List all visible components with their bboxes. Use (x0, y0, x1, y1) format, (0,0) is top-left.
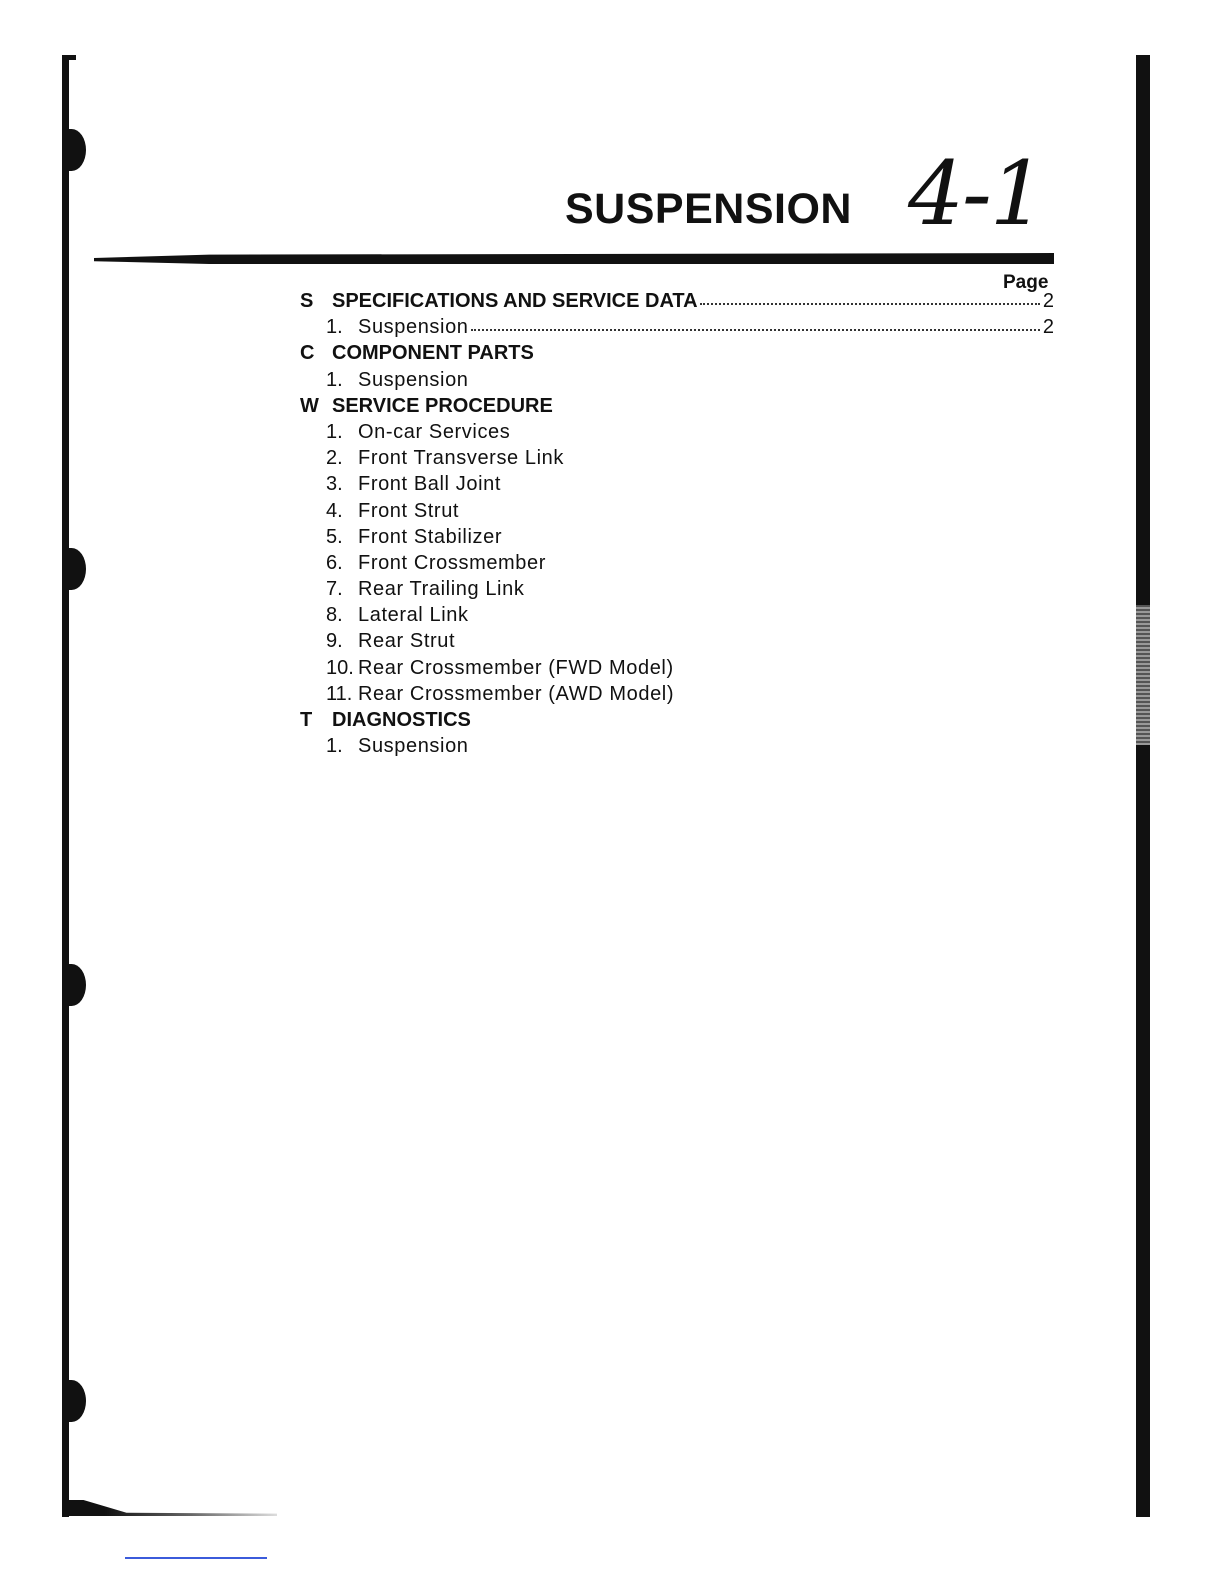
toc-section-letter: T (300, 709, 313, 731)
toc-item-title: Suspension (358, 316, 469, 339)
toc-item-number: 1. (326, 368, 343, 391)
toc-item (300, 314, 1054, 340)
scan-mark (125, 1557, 267, 1559)
toc-section-letter: C (300, 342, 315, 365)
toc-leader-dots (471, 328, 1040, 331)
toc-item-number: 4. (326, 499, 343, 522)
toc-section-title: SPECIFICATIONS AND SERVICE DATA (332, 290, 698, 312)
toc-section (300, 340, 1054, 366)
table-of-contents (300, 288, 1054, 759)
toc-item-title: Rear Strut (358, 630, 456, 653)
toc-item-number: 1. (326, 316, 343, 339)
toc-item-number: 6. (326, 551, 343, 574)
toc-item (300, 655, 1054, 681)
toc-item-number: 2. (326, 447, 343, 470)
page-edge-bar (1136, 55, 1150, 1517)
toc-item-title: Front Strut (358, 499, 460, 522)
toc-item (300, 550, 1054, 576)
toc-section (300, 707, 1054, 733)
toc-section-letter: S (300, 290, 314, 312)
toc-item-title: Front Ball Joint (358, 473, 501, 496)
chapter-title: SUSPENSION (565, 185, 852, 233)
toc-page-number: 2 (1042, 316, 1054, 339)
toc-item (300, 498, 1054, 524)
toc-item (300, 367, 1054, 393)
toc-item-title: Front Crossmember (358, 551, 547, 574)
toc-item (300, 419, 1054, 445)
toc-item-title: Suspension (358, 735, 469, 758)
binding-hook (62, 55, 76, 78)
header-rule (94, 253, 1054, 264)
toc-item-title: Rear Trailing Link (358, 578, 525, 601)
toc-item-title: Suspension (358, 368, 469, 391)
toc-item-number: 1. (326, 735, 343, 758)
toc-item-number: 5. (326, 525, 343, 548)
toc-item-number: 11. (326, 682, 353, 705)
toc-item-title: Lateral Link (358, 604, 469, 627)
toc-section-title: COMPONENT PARTS (332, 342, 534, 365)
toc-item-number: 9. (326, 630, 343, 653)
toc-item-number: 3. (326, 473, 343, 496)
binding-spine (62, 55, 69, 1517)
toc-section-title: SERVICE PROCEDURE (332, 394, 553, 417)
toc-item-title: Front Transverse Link (358, 447, 565, 470)
toc-section-title: DIAGNOSTICS (332, 709, 471, 731)
binding-foot (62, 1500, 277, 1516)
binding-tab (62, 1380, 86, 1422)
binding-tab (62, 964, 86, 1006)
toc-section (300, 288, 1054, 314)
binding-tab (62, 129, 86, 171)
toc-leader-dots (700, 302, 1040, 305)
page-column-heading: Page (1003, 272, 1049, 293)
toc-section-letter: W (300, 394, 319, 417)
toc-item (300, 628, 1054, 654)
toc-item-title: Rear Crossmember (FWD Model) (358, 656, 674, 679)
binding-tab (62, 548, 86, 590)
toc-item (300, 524, 1054, 550)
toc-section (300, 393, 1054, 419)
toc-item-number: 8. (326, 604, 343, 627)
toc-item-title: Rear Crossmember (AWD Model) (358, 682, 675, 705)
toc-item (300, 602, 1054, 628)
toc-item (300, 733, 1054, 759)
toc-item (300, 576, 1054, 602)
toc-item (300, 445, 1054, 471)
toc-item (300, 471, 1054, 497)
toc-page-number: 2 (1042, 290, 1054, 312)
chapter-number: 4-1 (908, 142, 1044, 245)
toc-item-title: On-car Services (358, 420, 511, 443)
toc-item-title: Front Stabilizer (358, 525, 503, 548)
toc-item-number: 7. (326, 578, 343, 601)
toc-item (300, 681, 1054, 707)
toc-item-number: 10. (326, 656, 354, 679)
toc-item-number: 1. (326, 420, 343, 443)
